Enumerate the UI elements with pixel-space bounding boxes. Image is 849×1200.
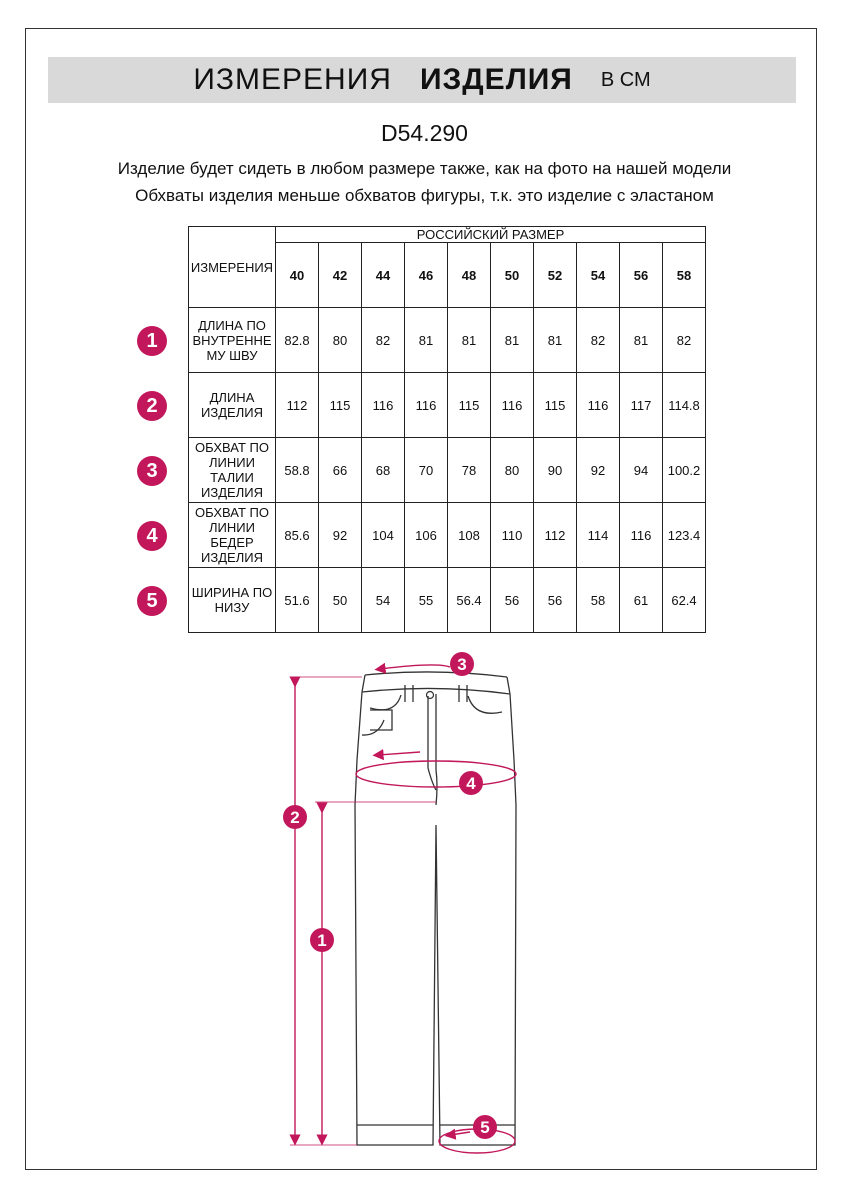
value-cell: 81	[405, 308, 448, 373]
measurement-rows	[189, 308, 706, 633]
value-cell: 112	[276, 373, 319, 438]
row-number-badge: 1	[137, 326, 167, 356]
size-table	[188, 226, 706, 633]
size-cell: 52	[534, 243, 577, 308]
row-number-badge: 3	[137, 456, 167, 486]
title-unit: В СМ	[600, 68, 651, 91]
title-bar	[48, 57, 796, 103]
marker-2-label: 2	[290, 808, 300, 827]
value-cell: 116	[620, 503, 663, 568]
title-regular: ИЗМЕРЕНИЯ	[193, 63, 392, 96]
measure-label: ДЛИНА ПО ВНУТРЕННЕ МУ ШВУ	[189, 308, 276, 373]
marker-1-label: 1	[317, 931, 327, 950]
value-cell: 100.2	[663, 438, 706, 503]
value-cell: 54	[362, 568, 405, 633]
value-cell: 56.4	[448, 568, 491, 633]
value-cell: 82.8	[276, 308, 319, 373]
value-cell: 56	[491, 568, 534, 633]
measure-label: ОБХВАТ ПО ЛИНИИ ТАЛИИ ИЗДЕЛИЯ	[189, 438, 276, 503]
value-cell: 82	[663, 308, 706, 373]
marker-3-label: 3	[457, 655, 467, 674]
value-cell: 81	[448, 308, 491, 373]
measure-label: ДЛИНА ИЗДЕЛИЯ	[189, 373, 276, 438]
value-cell: 114	[577, 503, 620, 568]
table-row	[189, 373, 706, 438]
trousers-diagram	[0, 640, 849, 1160]
value-cell: 112	[534, 503, 577, 568]
value-cell: 80	[319, 308, 362, 373]
table-header-row	[189, 227, 706, 243]
value-cell: 116	[491, 373, 534, 438]
row-number-badge: 2	[137, 391, 167, 421]
row-number-badge: 5	[137, 586, 167, 616]
value-cell: 81	[620, 308, 663, 373]
value-cell: 58.8	[276, 438, 319, 503]
value-cell: 117	[620, 373, 663, 438]
value-cell: 82	[577, 308, 620, 373]
value-cell: 51.6	[276, 568, 319, 633]
value-cell: 81	[534, 308, 577, 373]
value-cell: 90	[534, 438, 577, 503]
value-cell: 92	[319, 503, 362, 568]
value-cell: 115	[448, 373, 491, 438]
button-icon	[427, 692, 434, 699]
measurement-guides	[290, 665, 516, 1153]
trousers-outline	[355, 672, 516, 1145]
size-cell: 48	[448, 243, 491, 308]
row-number-badge: 4	[137, 521, 167, 551]
measure-label: ШИРИНА ПО НИЗУ	[189, 568, 276, 633]
value-cell: 70	[405, 438, 448, 503]
value-cell: 56	[534, 568, 577, 633]
value-cell: 58	[577, 568, 620, 633]
value-cell: 81	[491, 308, 534, 373]
note-elastane: Обхваты изделия меньше обхватов фигуры, т.к. это изделие с эластаном	[135, 186, 714, 205]
value-cell: 50	[319, 568, 362, 633]
size-cell: 44	[362, 243, 405, 308]
title-bold: ИЗДЕЛИЯ	[419, 63, 573, 96]
value-cell: 108	[448, 503, 491, 568]
value-cell: 68	[362, 438, 405, 503]
article-code: D54.290	[381, 120, 468, 146]
value-cell: 80	[491, 438, 534, 503]
measure-header: ИЗМЕРЕНИЯ	[189, 227, 276, 308]
marker-5-label: 5	[480, 1118, 490, 1137]
value-cell: 116	[405, 373, 448, 438]
measure-label: ОБХВАТ ПО ЛИНИИ БЕДЕР ИЗДЕЛИЯ	[189, 503, 276, 568]
value-cell: 115	[534, 373, 577, 438]
size-group-header: РОССИЙСКИЙ РАЗМЕР	[276, 227, 706, 243]
size-cell: 56	[620, 243, 663, 308]
value-cell: 78	[448, 438, 491, 503]
value-cell: 94	[620, 438, 663, 503]
value-cell: 66	[319, 438, 362, 503]
marker-4-label: 4	[466, 774, 476, 793]
value-cell: 61	[620, 568, 663, 633]
value-cell: 82	[362, 308, 405, 373]
value-cell: 115	[319, 373, 362, 438]
note-fit: Изделие будет сидеть в любом размере также, как на фото на нашей модели	[117, 159, 732, 178]
value-cell: 110	[491, 503, 534, 568]
size-cell: 40	[276, 243, 319, 308]
value-cell: 123.4	[663, 503, 706, 568]
value-cell: 92	[577, 438, 620, 503]
size-cell: 58	[663, 243, 706, 308]
value-cell: 106	[405, 503, 448, 568]
value-cell: 114.8	[663, 373, 706, 438]
value-cell: 116	[577, 373, 620, 438]
diagram-markers	[283, 652, 497, 1139]
size-cell: 42	[319, 243, 362, 308]
value-cell: 116	[362, 373, 405, 438]
value-cell: 104	[362, 503, 405, 568]
table-row	[189, 568, 706, 633]
table-row	[189, 308, 706, 373]
table-row	[189, 438, 706, 503]
value-cell: 55	[405, 568, 448, 633]
size-cell: 50	[491, 243, 534, 308]
value-cell: 62.4	[663, 568, 706, 633]
size-cell: 54	[577, 243, 620, 308]
size-cell: 46	[405, 243, 448, 308]
table-row	[189, 503, 706, 568]
value-cell: 85.6	[276, 503, 319, 568]
